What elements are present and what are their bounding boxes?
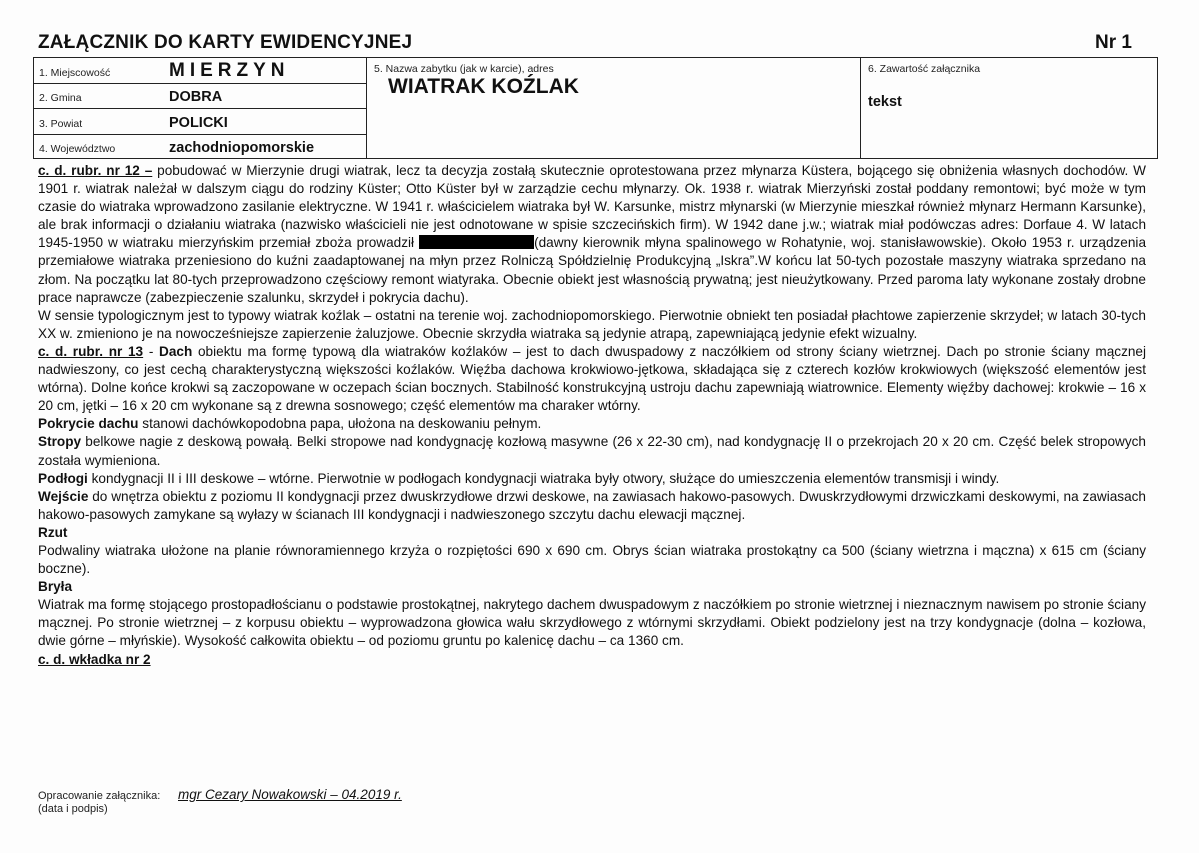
paragraph-text: obiektu ma formę typową dla wiatraków koźlaków – jest to dach dwuspadowy z naczółkiem od strony ściany wietrznej. Dach po stronie ściany mącznej nadwieszony, co jest cechą charakterystyczną większości koźlaków. Więźba dachowa krokwiowo-jętkowa, składająca się z czterech kozłów krokwiowych (większość elementów jest wtórna). Dolne końce krokwi są zaczopowane w oczepach ścian bocznych. Stabilność konstrukcyjną ustroju dachu zapewniają wiatrownice. Elementy więźby dachowej: krokwie – 16 x 20 cm, jętki – 16 x 20 cm wykonane są z drewna sosnowego; część elementów ma charaker wtórny. xyxy=(38,343,1147,414)
gmina-value: DOBRA xyxy=(169,89,223,105)
separator: - xyxy=(143,343,160,359)
powiat-value: POLICKI xyxy=(169,115,228,131)
paragraph-form: Wiatrak ma formę stojącego prostopadłościanu o podstawie prostokątnej, nakrytego dachem dwuspadowym z naczółkiem po stronie wietrznej i nieznacznym nawisem po stronie ściany mącznej. Po stronie wietrznej – z korpusu obiektu – wyprowadzona głowica wału skrzydłowego z wtórnymi skrzydłami. Obiekt podzielony jest na trzy kondygnacje (dolna – kozłowa, dwie górne – młyńskie). Wysokość całkowita obiektu – od poziomu gruntu po kalenicę dachu – ca 1360 cm. xyxy=(38,597,1146,649)
miejscowosc-label: 1. Miejscowość xyxy=(39,67,111,79)
paragraph-typology: W sensie typologicznym jest to typowy wiatrak koźlak – ostatni na terenie woj. zachodniopomorskiego. Pierwotnie obniekt ten posiadał płachtowe zapierzenie skrzydeł; w latach 30-tych XX w. zmieniono je na nowocześniejsze zapierzenie żaluzjowe. Obecnie skrzydła wiatraka są jedynie atrapą, zapewniającą jedynie efekt wizualny. xyxy=(38,307,1146,341)
paragraph-text: pobudować w Mierzynie drugi wiatrak, lecz ta decyzja zostałą skutecznie oprotestowana przez młynarza Küstera, bojącego się obniżenia własnych dochodów. W 1901 r. wiatrak należał w dalszym ciągu do rodziny Küster; Otto Küster był w zarządzie cechu młynarzy. Ok. 1938 r. wiatrak Mierzyński został poddany remontowi; być może w tym czasie do wiatraka wprowadzono zasilanie elektryczne. W 1941 r. właścicielem wiatraka był W. Karsunke, mistrz młynarski (w Mierzynie mieszkał również młynarz Hermann Karsunke), ale brak informacji o działaniu wiatraka (nazwisko właścicieli nie jest odnotowane w spisie szczecińskich firm). W 1942 dane j.w.; wiatrak miał podówczas adres: Dorfaue 4. W latach 1945-1950 w wiatraku mierzyńskim przemiał zboża prowadził xyxy=(38,163,1146,251)
paragraph-roof xyxy=(38,343,1146,415)
column-divider xyxy=(366,58,367,158)
paragraph-ceilings xyxy=(38,433,1146,469)
paragraph-plan: Podwaliny wiatraka ułożone na planie równoramiennego krzyża o rozpiętości 690 x 690 cm. Obrys ścian wiatraka prostokątny ca 500 (ściany wietrzna i mączna) x 615 cm (ściany boczne). xyxy=(38,542,1146,577)
continuation-heading: c. d. rubr. nr 12 – xyxy=(38,163,153,178)
zawartosc-value: tekst xyxy=(868,94,902,110)
attachment-number: Nr 1 xyxy=(1095,32,1132,53)
paragraph-roofing xyxy=(38,415,1146,433)
section-label: Dach xyxy=(159,343,193,359)
section-label: Stropy xyxy=(38,434,82,450)
miejscowosc-value: MIERZYN xyxy=(169,60,290,81)
section-label: Podłogi xyxy=(38,470,88,486)
section-heading-rzut: Rzut xyxy=(38,524,68,540)
section-heading-bryla: Bryła xyxy=(38,579,73,595)
row-divider xyxy=(34,83,366,84)
document-title: ZAŁĄCZNIK DO KARTY EWIDENCYJNEJ xyxy=(38,32,413,53)
paragraph-history xyxy=(38,162,1146,307)
wojewodztwo-label: 4. Województwo xyxy=(39,143,116,155)
section-label: Wejście xyxy=(38,488,89,504)
row-divider xyxy=(34,134,366,135)
footer-label xyxy=(38,790,160,816)
zawartosc-label: 6. Zawartość załącznika xyxy=(868,63,981,75)
prepared-by-label: Opracowanie załącznika: xyxy=(38,790,161,802)
nazwa-label: 5. Nazwa zabytku (jak w karcie), adres xyxy=(374,63,554,75)
wojewodztwo-value: zachodniopomorskie xyxy=(169,140,315,156)
document-body xyxy=(38,162,1146,669)
nazwa-value: WIATRAK KOŹLAK xyxy=(388,75,579,98)
paragraph-text: do wnętrza obiektu z poziomu II kondygnacji przez dwuskrzydłowe drzwi deskowe, na zawiasach hakowo-pasowych. Dwuskrzydłowymi drzwiczkami deskowymi, na zawiasach hakowo-pasowych zamykane są wyłazy w ścianach III kondygnacji i nadwieszonego szczytu dachu elewacji mącznej. xyxy=(38,488,1146,522)
row-divider xyxy=(34,108,366,109)
paragraph-text: belkowe nagie z deskową powałą. Belki stropowe nad kondygnację kozłową masywne (26 x 22-30 cm), nad kondygnację II o przekrojach 20 x 20 cm. Część belek stropowych została wymieniona. xyxy=(38,434,1146,468)
paragraph-floors xyxy=(38,470,1146,488)
powiat-label: 3. Powiat xyxy=(39,118,83,130)
column-divider xyxy=(860,58,861,158)
gmina-label: 2. Gmina xyxy=(39,92,82,104)
paragraph-text: stanowi dachówkopodobna papa, ułożona na deskowaniu pełnym. xyxy=(138,416,542,432)
paragraph-entrance xyxy=(38,488,1146,524)
continuation-heading: c. d. rubr. nr 13 xyxy=(38,343,144,359)
paragraph-text: kondygnacji II i III deskowe – wtórne. Pierwotnie w podłogach kondygnacji wiatraka były otwory, służące do umieszczenia elementów transmisji i windy. xyxy=(87,470,1000,486)
header-table xyxy=(33,57,1158,159)
redaction-block xyxy=(419,235,534,249)
author-signature: mgr Cezary Nowakowski – 04.2019 r. xyxy=(178,787,402,802)
continuation-heading: c. d. wkładka nr 2 xyxy=(38,651,151,667)
date-signature-label: (data i podpis) xyxy=(38,803,108,815)
section-label: Pokrycie dachu xyxy=(38,416,139,432)
paragraph-text: (dawny kierownik młyna spalinowego w Rohatynie, woj. stanisławowskie). Około 1953 r. urządzenia przemiałowe wiatraka przeniesiono do kuźni zaadaptowanej na młyn przez Rolniczą Spółdzielnię Produkcyjną „Iskra”.W końcu lat 50-tych pozostałe maszyny wiatraka sprzedano na złom. Na początku lat 80-tych przeprowadzono częściowy remont wiatyraka. Obecnie obiekt jest własnością prywatną; jest nieużytkowany. Przed paroma laty wykonane zostały drobne prace naprawcze (zabezpieczenie szalunku, skrzydeł i pokrycia dachu). xyxy=(38,235,1146,305)
